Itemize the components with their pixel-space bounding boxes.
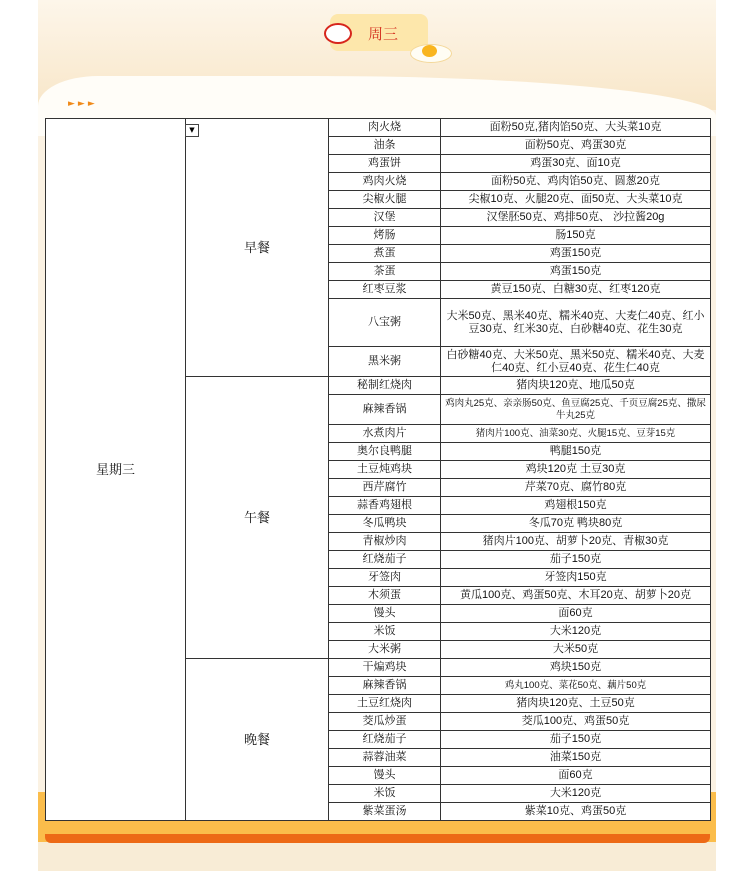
dish-cell: 水煮肉片 [329,425,441,443]
meal-cell: 午餐 [186,377,329,659]
egg-yolk-icon [422,45,437,57]
ingredients-cell: 牙签肉150克 [441,569,711,587]
dish-cell: 干煸鸡块 [329,659,441,677]
ingredients-cell: 茄子150克 [441,731,711,749]
ingredients-cell: 鸡肉丸25克、亲亲肠50克、鱼豆腐25克、千页豆腐25克、撒尿牛丸25克 [441,395,711,425]
arrow-markers-icon: ►►► [68,99,98,109]
ingredients-cell: 肠150克 [441,227,711,245]
ingredients-cell: 面粉50克、鸡蛋30克 [441,137,711,155]
dish-cell: 茶蛋 [329,263,441,281]
footer-strip [38,842,716,871]
ingredients-cell: 黄瓜100克、鸡蛋50克、木耳20克、胡萝卜20克 [441,587,711,605]
dish-cell: 蒜蓉油菜 [329,749,441,767]
meal-cell: 晚餐 [186,659,329,821]
ingredients-cell: 大米50克、黑米40克、糯米40克、大麦仁40克、红小豆30克、红米30克、白砂糖40克、花生30克 [441,299,711,347]
dish-cell: 红枣豆浆 [329,281,441,299]
ingredients-cell: 鸡块120克 土豆30克 [441,461,711,479]
dish-cell: 黑米粥 [329,347,441,377]
ingredients-cell: 面粉50克,猪肉馅50克、大头菜10克 [441,119,711,137]
ingredients-cell: 紫菜10克、鸡蛋50克 [441,803,711,821]
dish-cell: 油条 [329,137,441,155]
ingredients-cell: 黄豆150克、白糖30克、红枣120克 [441,281,711,299]
dish-cell: 烤肠 [329,227,441,245]
dish-cell: 木须蛋 [329,587,441,605]
dish-cell: 麻辣香锅 [329,395,441,425]
dish-cell: 西芹腐竹 [329,479,441,497]
ingredients-cell: 茄子150克 [441,551,711,569]
ingredients-cell: 面60克 [441,767,711,785]
dish-cell: 八宝粥 [329,299,441,347]
meal-cell: 早餐 [186,119,329,377]
dish-cell: 牙签肉 [329,569,441,587]
ingredients-cell: 茭瓜100克、鸡蛋50克 [441,713,711,731]
ingredients-cell: 冬瓜70克 鸭块80克 [441,515,711,533]
ingredients-cell: 大米120克 [441,623,711,641]
dish-cell: 青椒炒肉 [329,533,441,551]
table-row [46,119,711,137]
ring-icon [324,23,352,44]
ingredients-cell: 芹菜70克、腐竹80克 [441,479,711,497]
dish-cell: 冬瓜鸭块 [329,515,441,533]
ingredients-cell: 鸡翅根150克 [441,497,711,515]
dish-cell: 米饭 [329,785,441,803]
ingredients-cell: 鸡蛋150克 [441,245,711,263]
dish-cell: 麻辣香锅 [329,677,441,695]
dish-cell: 煮蛋 [329,245,441,263]
dish-cell: 秘制红烧肉 [329,377,441,395]
filter-dropdown-button[interactable]: ▼ [185,124,199,137]
dish-cell: 大米粥 [329,641,441,659]
ingredients-cell: 汉堡胚50克、鸡排50克、 沙拉酱20g [441,209,711,227]
dish-cell: 汉堡 [329,209,441,227]
dish-cell: 米饭 [329,623,441,641]
dish-cell: 蒜香鸡翅根 [329,497,441,515]
dish-cell: 红烧茄子 [329,551,441,569]
day-cell: 星期三 [46,119,186,821]
ingredients-cell: 面粉50克、鸡肉馅50克、圆葱20克 [441,173,711,191]
ingredients-cell: 大米50克 [441,641,711,659]
ingredients-cell: 鸡蛋150克 [441,263,711,281]
dish-cell: 馒头 [329,605,441,623]
dish-cell: 肉火烧 [329,119,441,137]
table-bottom-bar [45,834,710,843]
ingredients-cell: 猪肉片100克、胡萝卜20克、青椒30克 [441,533,711,551]
dish-cell: 红烧茄子 [329,731,441,749]
ingredients-cell: 大米120克 [441,785,711,803]
ingredients-cell: 尖椒10克、火腿20克、面50克、大头菜10克 [441,191,711,209]
ingredients-cell: 面60克 [441,605,711,623]
ingredients-cell: 猪肉块120克、地瓜50克 [441,377,711,395]
ingredients-cell: 鸡丸100克、菜花50克、藕片50克 [441,677,711,695]
ingredients-cell: 油菜150克 [441,749,711,767]
dish-cell: 土豆炖鸡块 [329,461,441,479]
dish-cell: 尖椒火腿 [329,191,441,209]
ingredients-cell: 白砂糖40克、大米50克、黑米50克、糯米40克、大麦仁40克、红小豆40克、花生仁40克 [441,347,711,377]
menu-table [45,118,711,821]
dish-cell: 茭瓜炒蛋 [329,713,441,731]
dish-cell: 鸡肉火烧 [329,173,441,191]
day-tag-label: 周三 [368,25,399,43]
dish-cell: 土豆红烧肉 [329,695,441,713]
ingredients-cell: 鸡块150克 [441,659,711,677]
dish-cell: 馒头 [329,767,441,785]
dish-cell: 鸡蛋饼 [329,155,441,173]
dish-cell: 紫菜蛋汤 [329,803,441,821]
ingredients-cell: 猪肉块120克、土豆50克 [441,695,711,713]
ingredients-cell: 鸡蛋30克、面10克 [441,155,711,173]
ingredients-cell: 猪肉片100克、油菜30克、火腿15克、豆芽15克 [441,425,711,443]
ingredients-cell: 鸭腿150克 [441,443,711,461]
dish-cell: 奥尔良鸭腿 [329,443,441,461]
